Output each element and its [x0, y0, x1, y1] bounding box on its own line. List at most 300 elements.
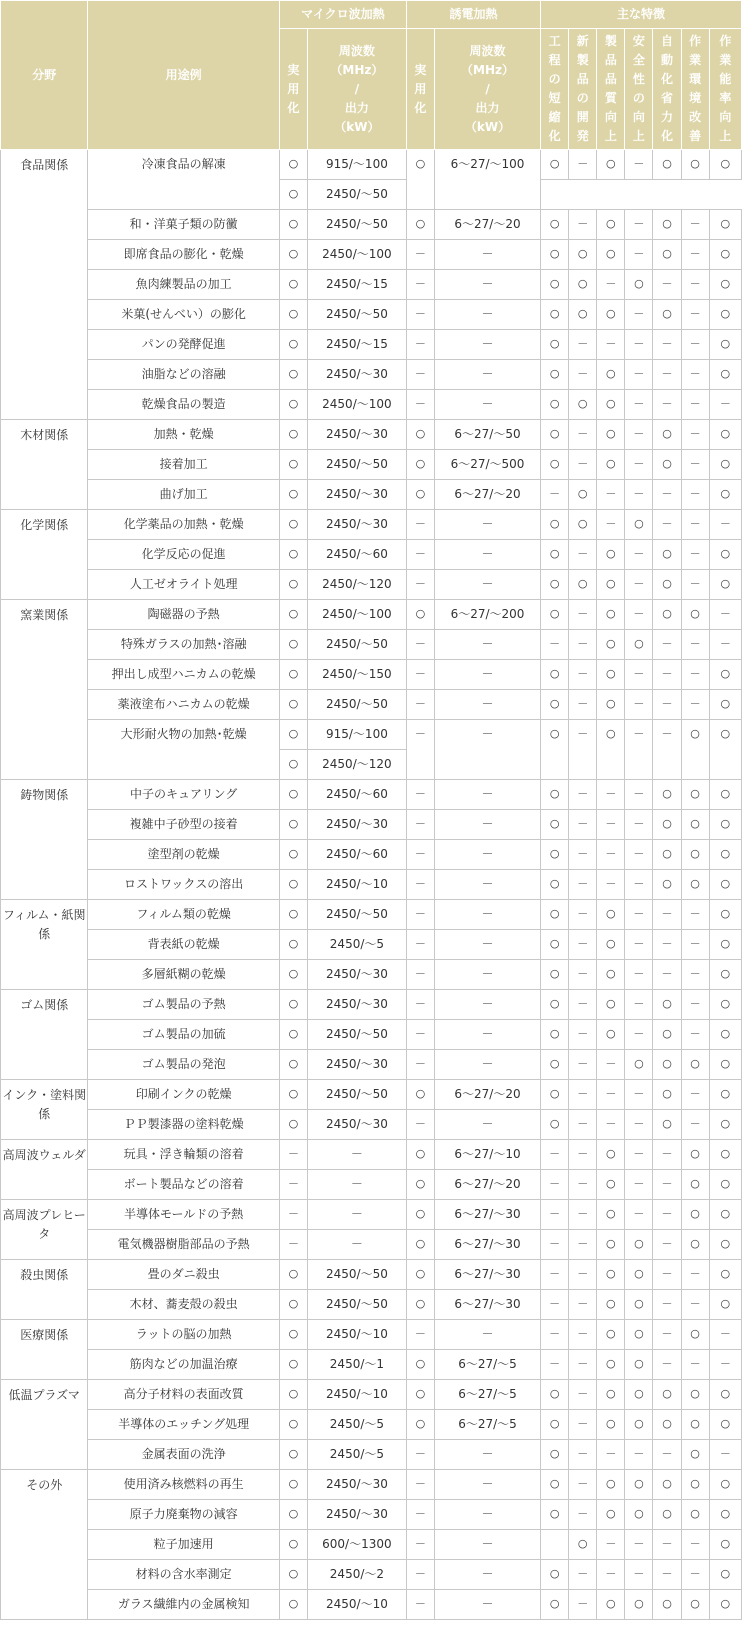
header-char: の	[548, 72, 561, 86]
feature-cell-2: －	[569, 1290, 597, 1320]
micro-practical-cell: ○	[279, 1110, 307, 1140]
feature-cell-2: －	[569, 1260, 597, 1290]
table-row	[1, 840, 742, 870]
micro-freq-cell: 2450/～50	[307, 450, 406, 480]
feature-cell-6: －	[681, 360, 709, 390]
table-row	[1, 1080, 742, 1110]
micro-practical-cell: ○	[279, 1320, 307, 1350]
micro-freq-cell: 2450/～30	[307, 1050, 406, 1080]
header-char: の	[632, 91, 645, 105]
feature-cell-7: ○	[709, 420, 741, 450]
micro-practical-cell: －	[279, 1230, 307, 1260]
use-cell: 大形耐火物の加熱･乾燥	[88, 720, 279, 780]
feature-cell-5: ○	[653, 600, 681, 630]
use-cell: 中子のキュアリング	[88, 780, 279, 810]
feature-cell-4: ○	[625, 1230, 653, 1260]
feature-cell-6: ○	[681, 1500, 709, 1530]
header-char: 業	[719, 53, 732, 67]
feature-cell-5: ○	[653, 780, 681, 810]
use-cell: 電気機器樹脂部品の予熱	[88, 1230, 279, 1260]
micro-freq-cell: 2450/～30	[307, 480, 406, 510]
micro-freq-cell: 2450/～50	[307, 180, 406, 210]
feature-cell-4: －	[625, 1110, 653, 1140]
feature-cell-2: －	[569, 1020, 597, 1050]
micro-practical-cell: ○	[279, 1020, 307, 1050]
feature-cell-5: ○	[653, 840, 681, 870]
dielectric-freq-cell: －	[434, 1590, 540, 1620]
field-cell: その外	[1, 1470, 88, 1620]
feature-cell-6: －	[681, 1080, 709, 1110]
header-char: 作	[689, 34, 702, 48]
header-char: 実	[287, 62, 300, 77]
feature-cell-3: ○	[597, 1380, 625, 1410]
micro-practical-cell: ○	[279, 600, 307, 630]
feature-cell-6: －	[681, 1260, 709, 1290]
header-char: 縮	[548, 110, 561, 124]
header-char: 品	[576, 72, 589, 86]
micro-practical-cell: ○	[279, 150, 307, 180]
feature-cell-5: －	[653, 1170, 681, 1200]
table-row	[1, 1470, 742, 1500]
use-cell: 玩具・浮き輪類の溶着	[88, 1140, 279, 1170]
micro-practical-cell: ○	[279, 1590, 307, 1620]
feature-cell-4: ○	[625, 1410, 653, 1440]
table-row	[1, 1200, 742, 1230]
micro-freq-cell: 600/～1300	[307, 1530, 406, 1560]
use-cell: 人工ゼオライト処理	[88, 570, 279, 600]
feature-cell-6: －	[681, 300, 709, 330]
feature-cell-2: －	[569, 1350, 597, 1380]
feature-cell-6: －	[681, 420, 709, 450]
feature-cell-4: －	[625, 780, 653, 810]
micro-practical-cell: ○	[279, 1380, 307, 1410]
feature-cell-6: ○	[681, 780, 709, 810]
feature-cell-3: －	[597, 510, 625, 540]
header-char: 上	[632, 129, 645, 143]
micro-practical-cell: ○	[279, 870, 307, 900]
table-row	[1, 1590, 742, 1620]
header-feature-5	[653, 29, 681, 150]
header-feature-7	[709, 29, 741, 150]
use-cell: 材料の含水率測定	[88, 1560, 279, 1590]
feature-cell-2: －	[569, 660, 597, 690]
feature-cell-3: ○	[597, 600, 625, 630]
feature-cell-7: ○	[709, 240, 741, 270]
dielectric-freq-cell: 6～27/～30	[434, 1290, 540, 1320]
micro-freq-cell: 2450/～50	[307, 630, 406, 660]
dielectric-freq-cell: －	[434, 1020, 540, 1050]
micro-practical-cell: ○	[279, 420, 307, 450]
micro-freq-cell: 2450/～30	[307, 510, 406, 540]
micro-practical-cell: ○	[279, 390, 307, 420]
dielectric-freq-cell: 6～27/～20	[434, 1080, 540, 1110]
dielectric-practical-cell: －	[406, 1500, 434, 1530]
dielectric-practical-cell: ○	[406, 420, 434, 450]
dielectric-practical-cell: ○	[406, 210, 434, 240]
use-cell: 金属表面の洗浄	[88, 1440, 279, 1470]
micro-freq-cell: －	[307, 1200, 406, 1230]
dielectric-practical-cell: －	[406, 1590, 434, 1620]
feature-cell-2: －	[569, 690, 597, 720]
micro-practical-cell: ○	[279, 360, 307, 390]
feature-cell-4: ○	[625, 1380, 653, 1410]
feature-cell-1: ○	[541, 990, 569, 1020]
feature-cell-4: －	[625, 360, 653, 390]
feature-cell-7: ○	[709, 1500, 741, 1530]
dielectric-practical-cell: －	[406, 660, 434, 690]
dielectric-practical-cell: －	[406, 720, 434, 780]
header-field: 分野	[1, 1, 88, 150]
feature-cell-3: ○	[597, 420, 625, 450]
dielectric-practical-cell: －	[406, 780, 434, 810]
use-cell: ゴム製品の加硫	[88, 1020, 279, 1050]
table-row	[1, 360, 742, 390]
feature-cell-7: ○	[709, 1020, 741, 1050]
feature-cell-3: －	[597, 870, 625, 900]
feature-cell-1: ○	[541, 510, 569, 540]
micro-freq-cell: 2450/～5	[307, 1410, 406, 1440]
feature-cell-4: －	[625, 420, 653, 450]
feature-cell-3: －	[597, 1050, 625, 1080]
use-cell: 筋肉などの加温治療	[88, 1350, 279, 1380]
feature-cell-5: －	[653, 1260, 681, 1290]
feature-cell-6: ○	[681, 1410, 709, 1440]
table-row	[1, 990, 742, 1020]
micro-freq-cell: 2450/～30	[307, 360, 406, 390]
feature-cell-7: ○	[709, 1410, 741, 1440]
feature-cell-5: －	[653, 1350, 681, 1380]
dielectric-freq-cell: 6～27/～20	[434, 210, 540, 240]
feature-cell-1: ○	[541, 1020, 569, 1050]
use-cell: ゴム製品の発泡	[88, 1050, 279, 1080]
micro-practical-cell: ○	[279, 960, 307, 990]
table-row	[1, 1410, 742, 1440]
dielectric-practical-cell: ○	[406, 1080, 434, 1110]
header-char: 省	[661, 91, 674, 105]
dielectric-freq-cell: －	[434, 360, 540, 390]
dielectric-freq-cell: －	[434, 660, 540, 690]
feature-cell-4: －	[625, 1170, 653, 1200]
feature-cell-7: ○	[709, 900, 741, 930]
feature-cell-7: ○	[709, 990, 741, 1020]
feature-cell-6: －	[681, 1290, 709, 1320]
dielectric-freq-cell: －	[434, 900, 540, 930]
feature-cell-5: ○	[653, 450, 681, 480]
feature-cell-3: －	[597, 330, 625, 360]
feature-cell-4: －	[625, 810, 653, 840]
table-row	[1, 480, 742, 510]
field-cell: 殺虫関係	[1, 1260, 88, 1320]
dielectric-freq-cell: 6～27/～10	[434, 1140, 540, 1170]
micro-practical-cell: －	[279, 1140, 307, 1170]
feature-cell-2: －	[569, 540, 597, 570]
feature-cell-6: ○	[681, 600, 709, 630]
feature-cell-3: ○	[597, 1470, 625, 1500]
feature-cell-5: ○	[653, 810, 681, 840]
header-char: 上	[719, 129, 732, 143]
table-row	[1, 420, 742, 450]
feature-cell-2: －	[569, 1080, 597, 1110]
dielectric-freq-cell: 6～27/～30	[434, 1260, 540, 1290]
table-row	[1, 1440, 742, 1470]
feature-cell-3: －	[597, 780, 625, 810]
micro-freq-cell: 2450/～100	[307, 390, 406, 420]
header-freq-line: 出力	[344, 100, 369, 115]
dielectric-practical-cell: －	[406, 810, 434, 840]
micro-freq-cell: －	[307, 1230, 406, 1260]
feature-cell-7: ○	[709, 870, 741, 900]
header-char: 業	[689, 53, 702, 67]
feature-cell-6: －	[681, 1560, 709, 1590]
feature-cell-1: －	[541, 480, 569, 510]
feature-cell-1: ○	[541, 810, 569, 840]
feature-cell-3: ○	[597, 570, 625, 600]
feature-cell-6: －	[681, 510, 709, 540]
dielectric-freq-cell: －	[434, 270, 540, 300]
feature-cell-4: －	[625, 930, 653, 960]
field-cell: フィルム・紙関係	[1, 900, 88, 990]
micro-freq-cell: 2450/～30	[307, 1500, 406, 1530]
table-row	[1, 150, 742, 180]
use-cell: 使用済み核燃料の再生	[88, 1470, 279, 1500]
feature-cell-5: ○	[653, 420, 681, 450]
header-dielectric-practical	[406, 29, 434, 150]
feature-cell-7: －	[709, 1320, 741, 1350]
feature-cell-5: －	[653, 1290, 681, 1320]
feature-cell-1	[541, 1530, 569, 1560]
feature-cell-1: ○	[541, 1050, 569, 1080]
feature-cell-7: －	[709, 600, 741, 630]
dielectric-practical-cell: －	[406, 510, 434, 540]
use-cell: 高分子材料の表面改質	[88, 1380, 279, 1410]
micro-freq-cell: 2450/～60	[307, 780, 406, 810]
feature-cell-5: ○	[653, 1110, 681, 1140]
feature-cell-1: ○	[541, 660, 569, 690]
feature-cell-1: －	[541, 1290, 569, 1320]
header-dielectric-freq	[434, 29, 540, 150]
feature-cell-1: －	[541, 1260, 569, 1290]
use-cell: 多層紙糊の乾燥	[88, 960, 279, 990]
header-dielectric: 誘電加熱	[406, 1, 540, 29]
use-cell: ＰＰ製漆器の塗料乾燥	[88, 1110, 279, 1140]
use-cell: 化学反応の促進	[88, 540, 279, 570]
field-cell: 高周波ウェルダ	[1, 1140, 88, 1200]
feature-cell-1: －	[541, 1320, 569, 1350]
header-char: 力	[661, 110, 674, 124]
dielectric-practical-cell: －	[406, 270, 434, 300]
header-char: 化	[414, 100, 427, 115]
feature-cell-2: －	[569, 1440, 597, 1470]
header-char: 短	[548, 91, 561, 105]
dielectric-freq-cell: －	[434, 960, 540, 990]
feature-cell-1: ○	[541, 300, 569, 330]
table-row	[1, 240, 742, 270]
dielectric-practical-cell: －	[406, 570, 434, 600]
feature-cell-2: ○	[569, 300, 597, 330]
feature-cell-6: －	[681, 1020, 709, 1050]
feature-cell-7: －	[709, 510, 741, 540]
feature-cell-1: ○	[541, 1380, 569, 1410]
feature-cell-6: ○	[681, 1230, 709, 1260]
micro-practical-cell: ○	[279, 810, 307, 840]
micro-practical-cell: ○	[279, 450, 307, 480]
feature-cell-6: ○	[681, 720, 709, 780]
feature-cell-1: ○	[541, 360, 569, 390]
header-freq-line: （MHz）	[330, 62, 384, 77]
feature-cell-4: －	[625, 900, 653, 930]
use-cell: フィルム類の乾燥	[88, 900, 279, 930]
feature-cell-3: ○	[597, 990, 625, 1020]
use-cell: 塗型剤の乾燥	[88, 840, 279, 870]
dielectric-practical-cell: －	[406, 900, 434, 930]
dielectric-freq-cell: －	[434, 1110, 540, 1140]
dielectric-freq-cell: －	[434, 840, 540, 870]
feature-cell-2: －	[569, 150, 597, 180]
feature-cell-6: ○	[681, 1470, 709, 1500]
dielectric-practical-cell: －	[406, 1020, 434, 1050]
use-cell: 背表紙の乾燥	[88, 930, 279, 960]
micro-freq-cell: 2450/～50	[307, 210, 406, 240]
feature-cell-5: ○	[653, 1410, 681, 1440]
field-cell: ゴム関係	[1, 990, 88, 1080]
feature-cell-1: ○	[541, 1410, 569, 1440]
use-cell: 加熱・乾燥	[88, 420, 279, 450]
table-row	[1, 660, 742, 690]
feature-cell-4: ○	[625, 1290, 653, 1320]
feature-cell-1: ○	[541, 570, 569, 600]
feature-cell-5: ○	[653, 990, 681, 1020]
dielectric-practical-cell: ○	[406, 1350, 434, 1380]
use-cell: 印刷インクの乾燥	[88, 1080, 279, 1110]
use-cell: ラットの脳の加熱	[88, 1320, 279, 1350]
field-cell: 高周波プレヒータ	[1, 1200, 88, 1260]
feature-cell-1: ○	[541, 150, 569, 180]
feature-cell-3: ○	[597, 210, 625, 240]
feature-cell-7: ○	[709, 330, 741, 360]
feature-cell-1: ○	[541, 840, 569, 870]
dielectric-freq-cell: 6～27/～50	[434, 420, 540, 450]
dielectric-practical-cell: －	[406, 1050, 434, 1080]
feature-cell-3: ○	[597, 360, 625, 390]
field-cell: 鋳物関係	[1, 780, 88, 900]
feature-cell-3: －	[597, 1530, 625, 1560]
micro-freq-cell: 2450/～5	[307, 1440, 406, 1470]
field-cell: 窯業関係	[1, 600, 88, 780]
feature-cell-3: －	[597, 1560, 625, 1590]
feature-cell-5: －	[653, 1560, 681, 1590]
dielectric-freq-cell: －	[434, 1440, 540, 1470]
use-cell: ボート製品などの溶着	[88, 1170, 279, 1200]
micro-practical-cell: ○	[279, 540, 307, 570]
dielectric-freq-cell: －	[434, 930, 540, 960]
table-row	[1, 450, 742, 480]
feature-cell-2: －	[569, 1590, 597, 1620]
dielectric-freq-cell: －	[434, 300, 540, 330]
feature-cell-5: －	[653, 480, 681, 510]
feature-cell-2: －	[569, 1170, 597, 1200]
feature-cell-2: －	[569, 330, 597, 360]
micro-freq-cell: 2450/～30	[307, 990, 406, 1020]
table-row	[1, 330, 742, 360]
table-row	[1, 810, 742, 840]
feature-cell-1: ○	[541, 690, 569, 720]
feature-cell-2: －	[569, 1110, 597, 1140]
feature-cell-7: ○	[709, 1290, 741, 1320]
feature-cell-5: ○	[653, 1500, 681, 1530]
feature-cell-6: ○	[681, 1440, 709, 1470]
feature-cell-3: ○	[597, 1410, 625, 1440]
feature-cell-7: ○	[709, 210, 741, 240]
header-freq-line: （MHz）	[461, 62, 514, 77]
header-char: 発	[576, 129, 589, 143]
micro-freq-cell: 2450/～50	[307, 1290, 406, 1320]
micro-freq-cell: 2450/～100	[307, 600, 406, 630]
header-char: 作	[719, 34, 732, 48]
table-row	[1, 1560, 742, 1590]
dielectric-freq-cell: 6～27/～5	[434, 1410, 540, 1440]
dielectric-freq-cell: －	[434, 630, 540, 660]
feature-cell-1: －	[541, 1140, 569, 1170]
micro-practical-cell: ○	[279, 330, 307, 360]
feature-cell-6: －	[681, 990, 709, 1020]
header-features: 主な特徴	[541, 1, 742, 29]
feature-cell-6: －	[681, 450, 709, 480]
table-row	[1, 690, 742, 720]
feature-cell-7: ○	[709, 1380, 741, 1410]
header-char: 質	[604, 91, 617, 105]
micro-practical-cell: －	[279, 1170, 307, 1200]
feature-cell-4: －	[625, 840, 653, 870]
feature-cell-3: ○	[597, 1350, 625, 1380]
use-cell: 化学薬品の加熱・乾燥	[88, 510, 279, 540]
feature-cell-7: －	[709, 630, 741, 660]
micro-freq-cell: 2450/～60	[307, 540, 406, 570]
dielectric-freq-cell: －	[434, 1560, 540, 1590]
dielectric-freq-cell: 6～27/～5	[434, 1380, 540, 1410]
feature-cell-2: －	[569, 720, 597, 780]
feature-cell-3: －	[597, 270, 625, 300]
micro-freq-cell: 2450/～5	[307, 930, 406, 960]
dielectric-practical-cell: －	[406, 1560, 434, 1590]
feature-cell-5: ○	[653, 1080, 681, 1110]
micro-practical-cell: ○	[279, 1470, 307, 1500]
dielectric-freq-cell: －	[434, 690, 540, 720]
feature-cell-3: ○	[597, 660, 625, 690]
use-cell: 複雑中子砂型の接着	[88, 810, 279, 840]
header-char: 向	[604, 110, 617, 124]
header-char: 製	[576, 53, 589, 67]
feature-cell-6: －	[681, 210, 709, 240]
feature-cell-1: ○	[541, 1080, 569, 1110]
feature-cell-7: ○	[709, 1140, 741, 1170]
use-cell: 半導体モールドの予熱	[88, 1200, 279, 1230]
feature-cell-2: －	[569, 780, 597, 810]
feature-cell-2: ○	[569, 390, 597, 420]
feature-cell-2: －	[569, 1050, 597, 1080]
feature-cell-2: －	[569, 1140, 597, 1170]
feature-cell-2: －	[569, 870, 597, 900]
micro-freq-cell: 2450/～30	[307, 810, 406, 840]
micro-freq-cell: 2450/～30	[307, 420, 406, 450]
dielectric-practical-cell: －	[406, 930, 434, 960]
feature-cell-3: ○	[597, 1290, 625, 1320]
feature-cell-6: －	[681, 390, 709, 420]
table-row	[1, 960, 742, 990]
field-cell: インク・塗料関係	[1, 1080, 88, 1140]
dielectric-freq-cell: －	[434, 810, 540, 840]
feature-cell-4: ○	[625, 510, 653, 540]
dielectric-freq-cell: 6～27/～30	[434, 1230, 540, 1260]
